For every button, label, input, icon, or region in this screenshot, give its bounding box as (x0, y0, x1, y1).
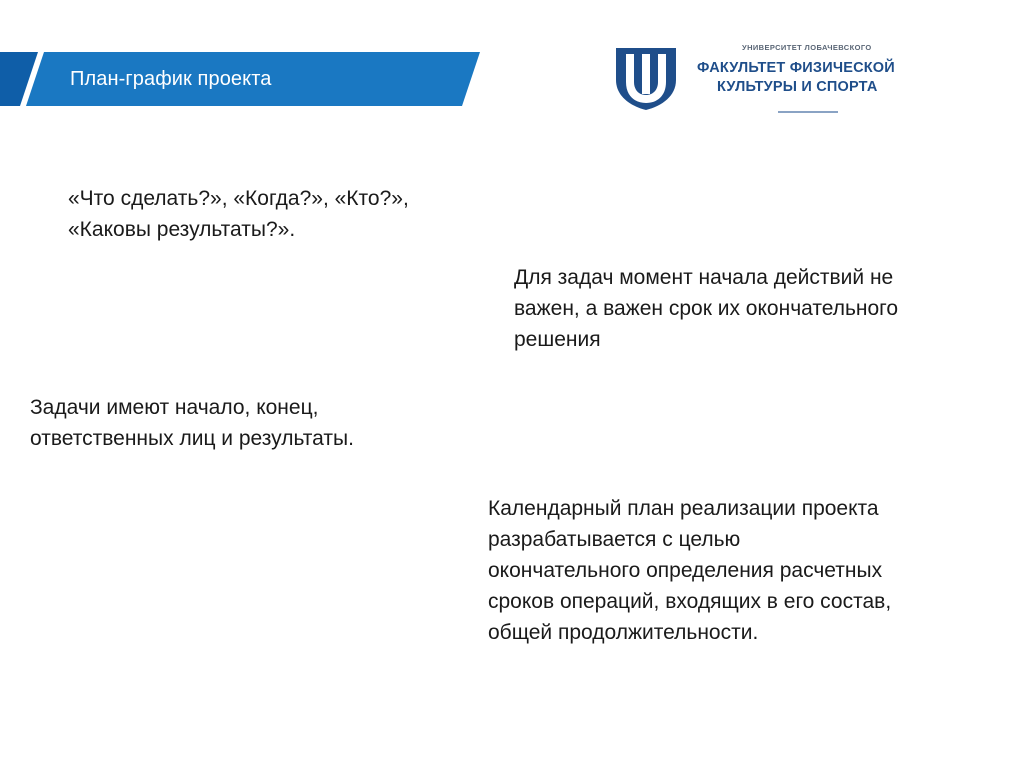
calendar-plan-text (488, 493, 988, 648)
text-line: Для задач момент начала действий не (514, 266, 894, 289)
text-line: решения (514, 328, 601, 351)
nnsu-shield-emblem-icon (614, 46, 678, 117)
logo-divider (778, 111, 838, 113)
page-title: План-график проекта (70, 68, 272, 90)
text-line: сроков операций, входящих в его состав, (488, 590, 892, 613)
faculty-name-line-1: ФАКУЛЬТЕТ ФИЗИЧЕСКОЙ (697, 60, 895, 76)
text-line: «Что сделать?», «Когда?», «Кто?», (68, 187, 409, 210)
text-line: ответственных лиц и результаты. (30, 427, 354, 450)
text-line: «Каковы результаты?». (68, 218, 296, 241)
text-line: окончательного определения расчетных (488, 559, 883, 582)
text-line: важен, а важен срок их окончательного (514, 297, 899, 320)
faculty-name-line-2: КУЛЬТУРЫ И СПОРТА (717, 79, 878, 95)
university-name: УНИВЕРСИТЕТ ЛОБАЧЕВСКОГО (742, 43, 872, 52)
questions-text (68, 183, 508, 245)
text-line: Календарный план реализации проекта (488, 497, 879, 520)
text-line: общей продолжительности. (488, 621, 759, 644)
tasks-note-text (30, 392, 460, 454)
text-line: Задачи имеют начало, конец, (30, 396, 319, 419)
deadline-note-text (514, 262, 1004, 355)
text-line: разрабатывается с целью (488, 528, 741, 551)
